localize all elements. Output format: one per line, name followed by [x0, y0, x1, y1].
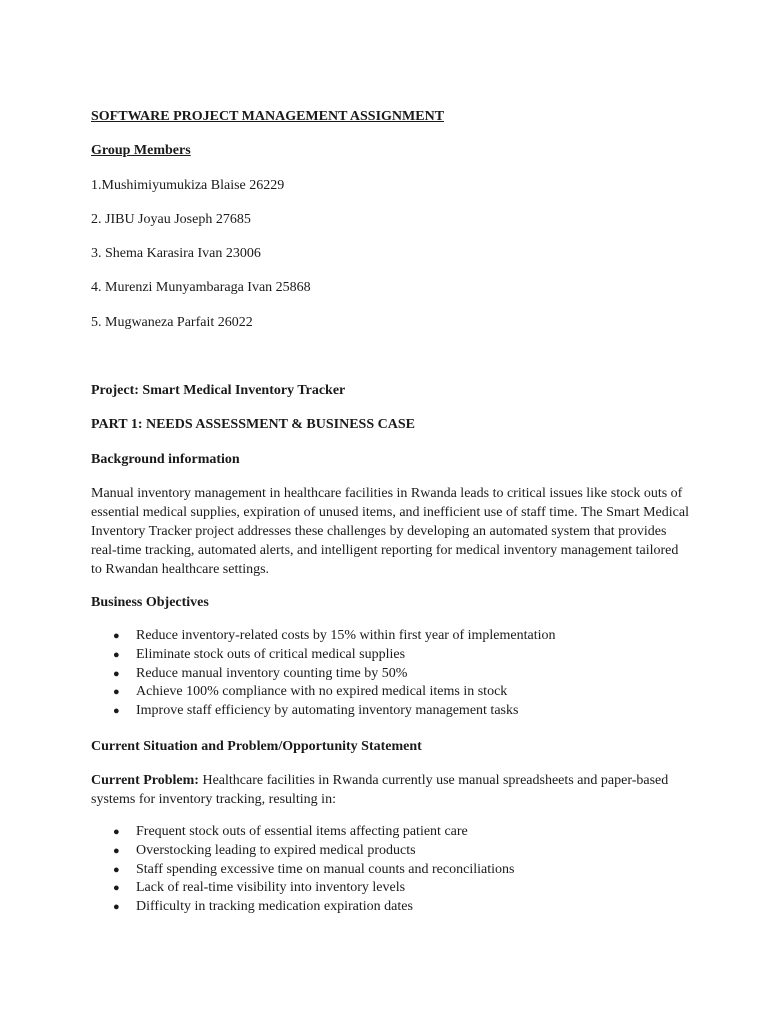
part1-heading: PART 1: NEEDS ASSESSMENT & BUSINESS CASE	[91, 417, 415, 432]
bullet-icon: ●	[113, 863, 120, 876]
problem-label: Current Problem:	[91, 773, 199, 788]
list-item	[91, 898, 514, 917]
member-item: 4. Murenzi Munyambaraga Ivan 25868	[91, 280, 311, 295]
list-item-text: Reduce manual inventory counting time by 50%	[136, 665, 408, 681]
background-heading: Background information	[91, 452, 240, 467]
list-item-text: Lack of real-time visibility into inventory levels	[136, 880, 406, 896]
background-paragraph: Manual inventory management in healthcare facilities in Rwanda leads to critical issues like stock outs of essential medical supplies, expiration of unused items, and inefficient use of staff time. The Smart Medical Inventory Tracker project addresses these challenges by developing an automated system that provides real-time tracking, automated alerts, and intelligent reporting for medical inventory management tailored to Rwandan healthcare settings.	[91, 486, 689, 577]
list-item-text: Eliminate stock outs of critical medical supplies	[136, 646, 406, 662]
list-item-text: Difficulty in tracking medication expiration dates	[136, 899, 413, 914]
list-item	[91, 646, 556, 665]
list-item-text: Improve staff efficiency by automating inventory management tasks	[136, 703, 519, 718]
problems-list	[91, 823, 514, 917]
list-item-text: Overstocking leading to expired medical products	[136, 842, 416, 858]
member-item: 2. JIBU Joyau Joseph 27685	[91, 212, 251, 227]
list-item-text: Frequent stock outs of essential items affecting patient care	[136, 824, 468, 839]
bullet-icon: ●	[113, 705, 120, 717]
list-item	[91, 683, 556, 702]
list-item-text: Staff spending excessive time on manual counts and reconciliations	[136, 861, 515, 877]
bullet-icon: ●	[113, 648, 120, 661]
list-item	[91, 627, 556, 646]
list-item	[91, 702, 556, 721]
list-item	[91, 861, 514, 880]
list-item-text: Achieve 100% compliance with no expired medical items in stock	[136, 684, 508, 700]
list-item-text: Reduce inventory-related costs by 15% within first year of implementation	[136, 628, 556, 643]
member-item: 5. Mugwaneza Parfait 26022	[91, 315, 253, 330]
objectives-heading: Business Objectives	[91, 595, 209, 610]
member-item: 3. Shema Karasira Ivan 23006	[91, 246, 261, 261]
objectives-list	[91, 627, 556, 721]
bullet-icon: ●	[113, 882, 120, 895]
bullet-icon: ●	[113, 826, 120, 838]
bullet-icon: ●	[113, 686, 120, 699]
bullet-icon: ●	[113, 630, 120, 642]
list-item	[91, 879, 514, 898]
document-title: SOFTWARE PROJECT MANAGEMENT ASSIGNMENT	[91, 109, 445, 124]
bullet-icon: ●	[113, 667, 120, 680]
group-members-heading: Group Members	[91, 143, 191, 158]
problem-paragraph	[91, 771, 691, 809]
problem-text: Healthcare facilities in Rwanda currently use manual spreadsheets and paper-based systems for inventory tracking, resulting in:	[91, 773, 669, 807]
list-item	[91, 823, 514, 842]
situation-heading: Current Situation and Problem/Opportunity Statement	[91, 739, 422, 754]
list-item	[91, 842, 514, 861]
bullet-icon: ●	[113, 844, 120, 857]
list-item	[91, 665, 556, 684]
project-title: Project: Smart Medical Inventory Tracker	[91, 383, 346, 398]
member-item: 1.Mushimiyumukiza Blaise 26229	[91, 178, 285, 193]
bullet-icon: ●	[113, 901, 120, 913]
